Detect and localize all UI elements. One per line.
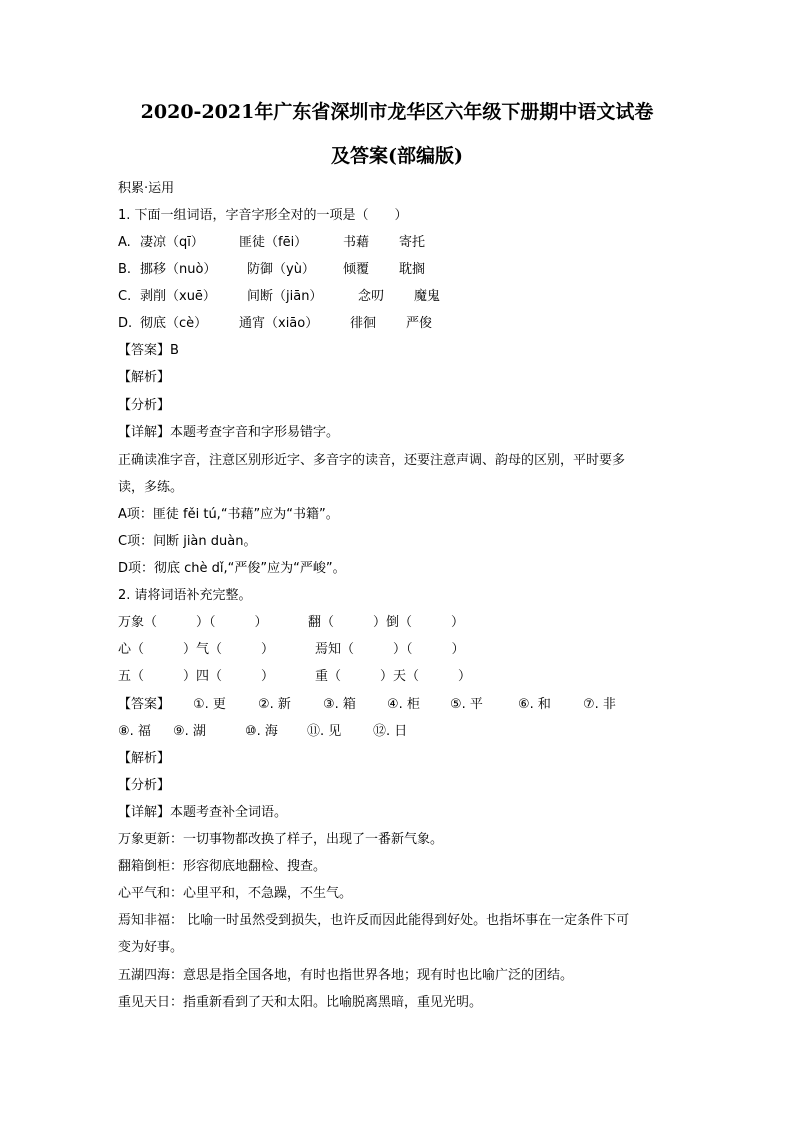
option-label: D. [118,316,133,331]
q1-option-b [118,256,678,283]
option-word: 徘徊 [350,316,377,331]
doc-title-line1: 2020-2021年广东省深圳市龙华区六年级下册期中语文试卷 [140,101,654,123]
option-label: A. [118,235,131,250]
q2-answer: ④. 柜 [387,697,420,712]
q2-answer-row2 [118,718,678,745]
q2-row [118,636,678,663]
q2-line: 万象更新：一切事物都改换了样子，出现了一番新气象。 [118,832,444,847]
q1-fenxi: 【分析】 [118,398,171,413]
option-word: 念叨 [358,289,385,304]
option-word: 耽搁 [399,262,426,277]
option-word: 通宵（xiāo） [239,316,319,331]
option-word: 魔鬼 [414,289,441,304]
doc-title-line2: 及答案(部编版) [331,145,463,167]
q1-line: D项：彻底 chè dǐ,“严俊”应为“严峻”。 [118,561,346,576]
option-label: C. [118,289,132,304]
q2-answer: ⑤. 平 [450,697,483,712]
q2-answer: ⑦. 非 [583,697,616,712]
q1-line: C项：间断 jiàn duàn。 [118,534,257,549]
q2-detail: 【详解】本题考查补全词语。 [118,805,288,820]
q2-answer: ⑧. 福 [118,724,151,739]
q2-row [118,609,678,636]
q2-answer: ⑨. 湖 [173,724,206,739]
option-word: 倾覆 [343,262,370,277]
q2-line: 重见天日：指重新看到了天和太阳。比喻脱离黑暗，重见光明。 [118,995,483,1010]
q2-line: 变为好事。 [118,940,184,955]
option-word: 书藉 [343,235,370,250]
q2-answer: ⑫. 日 [373,724,408,739]
q1-detail: 【详解】本题考查字音和字形易错字。 [118,425,340,440]
option-word: 防御（yù） [247,262,315,277]
q2-blank: 重（ ）天（ ） [315,669,472,684]
q2-answer: ⑥. 和 [518,697,551,712]
q1-line: 读，多练。 [118,480,184,495]
q2-line: 翻箱倒柜：形容彻底地翻检、搜查。 [118,859,327,874]
q2-jiexi: 【解析】 [118,751,171,766]
option-word: 彻底（cè） [140,316,208,331]
q2-answer: ⑪. 见 [307,724,342,739]
q1-answer: 【答案】B [118,343,179,358]
q1-option-c [118,283,678,310]
q2-answer: ②. 新 [258,697,291,712]
q2-answer-row1 [118,691,678,718]
option-word: 严俊 [406,316,433,331]
q1-stem: 1. 下面一组词语，字音字形全对的一项是（ ） [118,208,408,223]
q1-line: A项：匪徒 fěi tú,“书藉”应为“书籍”。 [118,507,339,522]
option-word: 剥削（xuē） [140,289,216,304]
q2-stem: 2. 请将词语补充完整。 [118,588,252,603]
q1-option-d [118,310,678,337]
q2-blank: 翻（ ）倒（ ） [308,615,465,630]
q2-answer-label: 【答案】 [118,697,171,712]
section-heading: 积累·运用 [118,181,175,196]
option-word: 寄托 [399,235,426,250]
q2-blank: 焉知（ ）（ ） [315,642,465,657]
q2-fenxi: 【分析】 [118,778,171,793]
q2-line: 心平气和：心里平和，不急躁，不生气。 [118,886,353,901]
q2-line: 五湖四海：意思是指全国各地，有时也指世界各地；现有时也比喻广泛的团结。 [118,968,574,983]
option-word: 挪移（nuò） [140,262,217,277]
q2-blank: 五（ ）四（ ） [118,669,275,684]
q2-blank: 万象（ ）（ ） [118,615,268,630]
q2-blank: 心（ ）气（ ） [118,642,275,657]
q2-answer: ①. 更 [193,697,226,712]
q1-line: 正确读准字音，注意区别形近字、多音字的读音，还要注意声调、韵母的区别，平时要多 [118,453,626,468]
q1-jiexi: 【解析】 [118,370,171,385]
option-word: 间断（jiān） [247,289,323,304]
q2-answer: ⑩. 海 [245,724,278,739]
q1-option-a [118,229,678,256]
option-word: 匪徒（fēi） [239,235,308,250]
q2-line: 焉知非福： 比喻一时虽然受到损失，也许反而因此能得到好处。也指坏事在一定条件下可 [118,913,630,928]
q2-answer: ③. 箱 [323,697,356,712]
option-word: 凄凉（qī） [140,235,204,250]
option-label: B. [118,262,132,277]
q2-row [118,663,678,690]
